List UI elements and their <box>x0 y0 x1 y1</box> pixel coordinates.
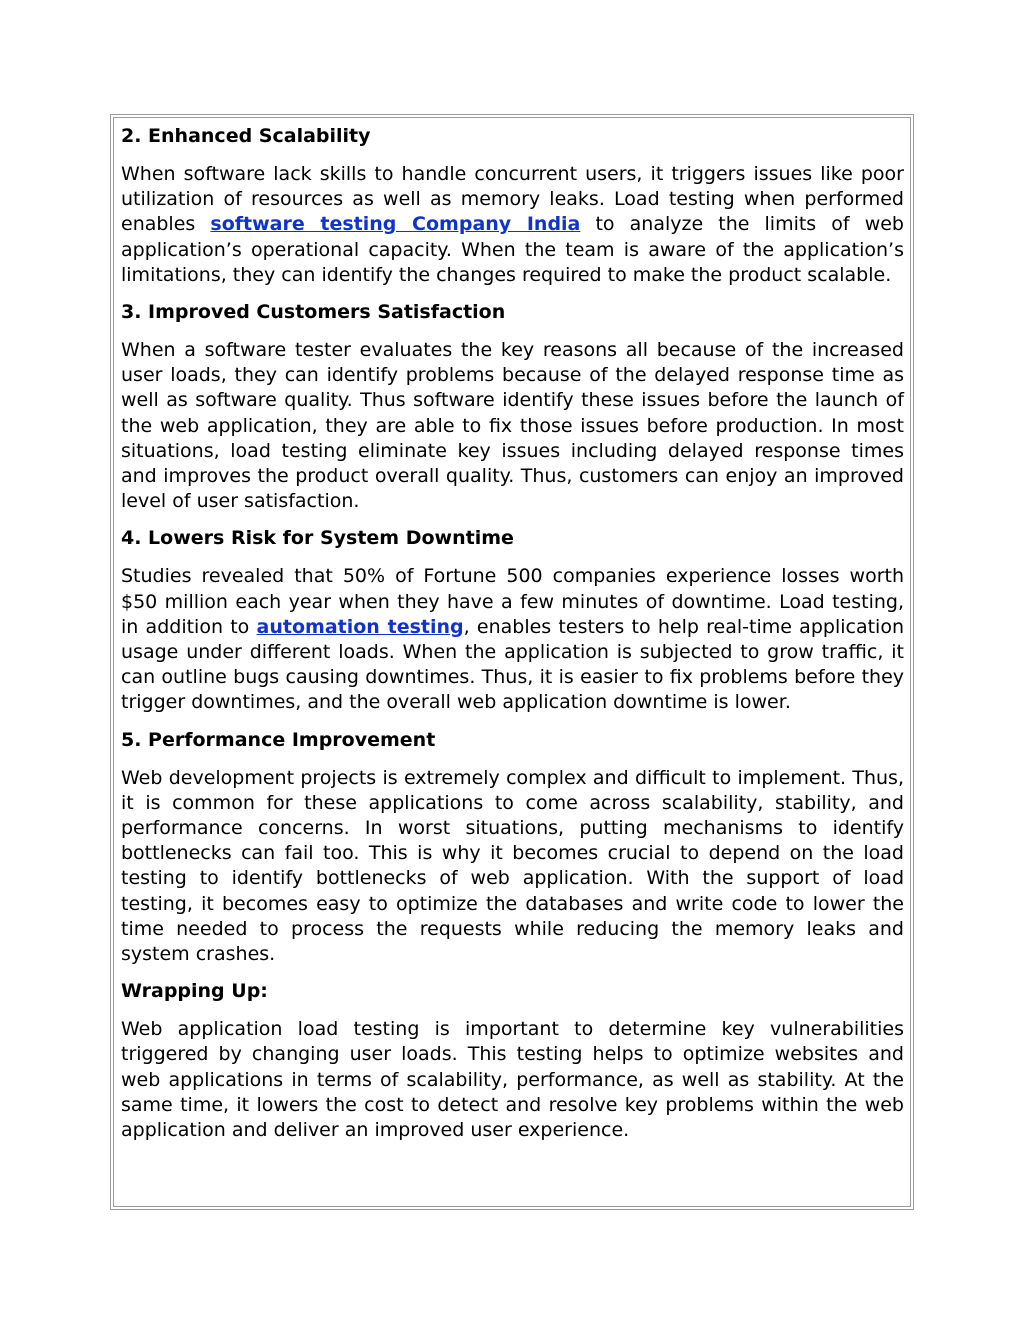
section-heading-wrapping-up: Wrapping Up: <box>121 980 268 1003</box>
body-text: Studies revealed that 50% of Fortune 500 companies experience losses worth $50 million each year when they have a few minutes of downtime. Load testing, in addition to <box>121 565 904 638</box>
content-frame-inner <box>113 117 911 1207</box>
section-heading-customer-satisfaction: 3. Improved Customers Satisfaction <box>121 301 506 324</box>
section-heading-system-downtime: 4. Lowers Risk for System Downtime <box>121 527 514 550</box>
software-testing-company-india-link[interactable]: software testing Company India <box>210 213 581 236</box>
body-text: to analyze the limits of web application’s operational capacity. When the team is aware of the application’s limitations, they can identify the changes required to make the product scalable. <box>121 213 904 286</box>
content-frame <box>110 114 914 1210</box>
body-text: , enables testers to help real-time application usage under different loads. When the application is subjected to grow traffic, it can outline bugs causing downtimes. Thus, it is easier to fix problems before they trigger downtimes, and the overall web application downtime is lower. <box>121 615 904 714</box>
section-body-enhanced-scalability <box>121 162 904 288</box>
section-body-wrapping-up: Web application load testing is important to determine key vulnerabilities triggered by changing user loads. This testing helps to optimize websites and web applications in terms of scalability, performance, as well as stability. At the same time, it lowers the cost to detect and resolve key problems within the web application and deliver an improved user experience. <box>121 1018 904 1142</box>
section-body-performance-improvement: Web development projects is extremely complex and difficult to implement. Thus, it is common for these applications to come across scalability, stability, and performance concerns. In worst situations, putting mechanisms to identify bottlenecks can fail too. This is why it becomes crucial to depend on the load testing to identify bottlenecks of web application. With the support of load testing, it becomes easy to optimize the databases and write code to lower the time needed to process the requests while reducing the memory leaks and system crashes. <box>121 766 904 966</box>
section-body-system-downtime <box>121 564 904 715</box>
section-heading-performance-improvement: 5. Performance Improvement <box>121 728 436 751</box>
section-heading-enhanced-scalability: 2. Enhanced Scalability <box>121 125 371 147</box>
section-body-customer-satisfaction: When a software tester evaluates the key reasons all because of the increased user loads, they can identify problems because of the delayed response time as well as software quality. Thus software identify these issues before the launch of the web application, they are able to fix those issues before production. In most situations, load testing eliminate key issues including delayed response times and improves the product overall quality. Thus, customers can enjoy an improved level of user satisfaction. <box>121 339 904 513</box>
automation-testing-link[interactable]: automation testing <box>256 615 464 638</box>
body-text: When software lack skills to handle concurrent users, it triggers issues like poor utilization of resources as well as memory leaks. Load testing when performed enables <box>121 163 904 236</box>
